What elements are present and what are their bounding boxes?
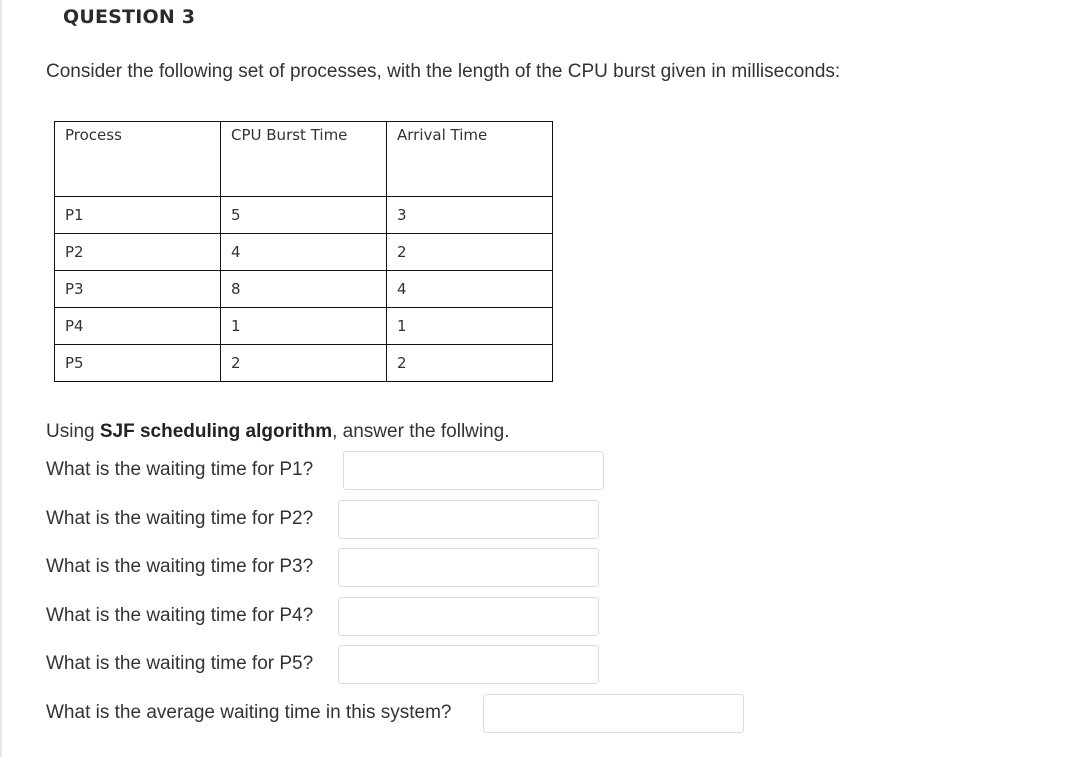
cell-burst: 4 — [221, 234, 387, 271]
table-row — [55, 271, 553, 308]
cell-process: P3 — [55, 271, 221, 308]
answer-p1-input[interactable] — [343, 451, 604, 490]
header-arrival-time: Arrival Time — [387, 122, 553, 197]
question-p4-label: What is the waiting time for P4? — [46, 605, 314, 626]
cell-arrival: 2 — [387, 234, 553, 271]
cell-process: P4 — [55, 308, 221, 345]
left-border — [0, 0, 2, 757]
question-p2-label: What is the waiting time for P2? — [46, 508, 314, 529]
header-process: Process — [55, 122, 221, 197]
cell-burst: 1 — [221, 308, 387, 345]
cell-process: P2 — [55, 234, 221, 271]
cell-process: P5 — [55, 345, 221, 382]
question-average-label: What is the average waiting time in this system? — [46, 702, 452, 723]
cell-arrival: 4 — [387, 271, 553, 308]
table-header-row — [55, 122, 553, 197]
answer-p2-input[interactable] — [338, 500, 599, 539]
question-p1-label: What is the waiting time for P1? — [46, 459, 314, 480]
table-row — [55, 345, 553, 382]
cell-burst: 5 — [221, 197, 387, 234]
header-cpu-burst-time: CPU Burst Time — [221, 122, 387, 197]
cell-arrival: 3 — [387, 197, 553, 234]
answer-p5-input[interactable] — [338, 645, 599, 684]
instruction-suffix: , answer the follwing. — [332, 421, 510, 442]
process-table — [54, 121, 553, 382]
instruction-prefix: Using — [46, 421, 100, 442]
table-row — [55, 234, 553, 271]
algorithm-name: SJF scheduling algorithm — [99, 421, 333, 442]
question-p3-label: What is the waiting time for P3? — [46, 556, 314, 577]
cell-arrival: 1 — [387, 308, 553, 345]
question-title: QUESTION 3 — [63, 6, 196, 28]
cell-arrival: 2 — [387, 345, 553, 382]
cell-burst: 2 — [221, 345, 387, 382]
answer-p3-input[interactable] — [338, 548, 599, 587]
question-p5-label: What is the waiting time for P5? — [46, 653, 314, 674]
table-row — [55, 308, 553, 345]
cell-burst: 8 — [221, 271, 387, 308]
question-intro: Consider the following set of processes, with the length of the CPU burst given in milliseconds: — [46, 61, 841, 82]
instruction-text — [46, 421, 510, 443]
answer-average-input[interactable] — [483, 694, 744, 733]
cell-process: P1 — [55, 197, 221, 234]
answer-p4-input[interactable] — [338, 597, 599, 636]
table-row — [55, 197, 553, 234]
